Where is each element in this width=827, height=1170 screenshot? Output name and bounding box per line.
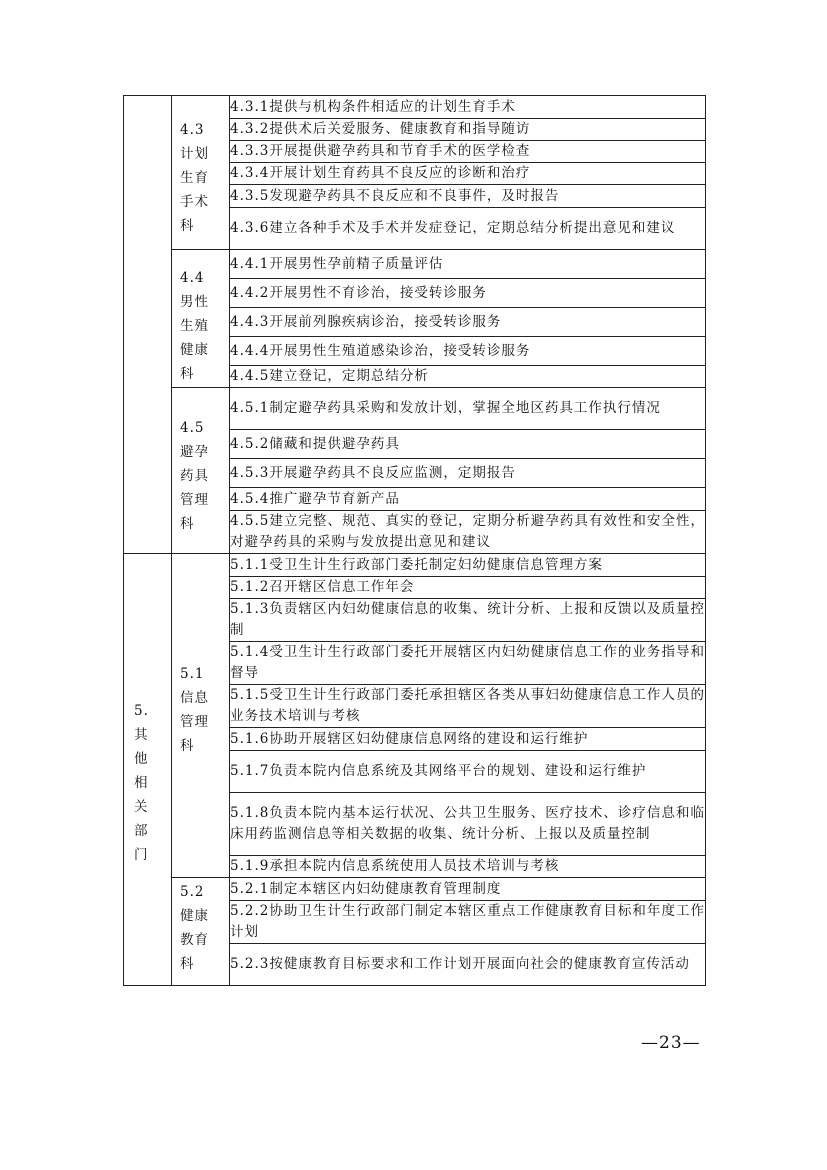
department-label: 5.1信息管理科 bbox=[180, 666, 209, 754]
department-duties-table bbox=[123, 95, 706, 986]
duty-item: 5.1.6协助开展辖区妇幼健康信息网络的建设和运行维护 bbox=[230, 728, 706, 751]
duty-item: 4.4.1开展男性孕前精子质量评估 bbox=[230, 250, 706, 279]
table-row bbox=[124, 554, 706, 577]
department-cell bbox=[172, 96, 230, 250]
department-cell bbox=[172, 554, 230, 878]
department-label: 4.5避孕药具管理科 bbox=[180, 420, 209, 532]
duty-item: 4.5.3开展避孕药具不良反应监测，定期报告 bbox=[230, 459, 706, 488]
department-cell bbox=[172, 250, 230, 388]
department-label: 5.2健康教育科 bbox=[180, 884, 209, 972]
duty-item: 4.5.2储藏和提供避孕药具 bbox=[230, 430, 706, 459]
duty-item: 4.4.5建立登记，定期总结分析 bbox=[230, 366, 706, 388]
duty-item: 4.3.1提供与机构条件相适应的计划生育手术 bbox=[230, 96, 706, 119]
page-number: —23— bbox=[641, 1033, 701, 1053]
department-label: 4.3计划生育手术科 bbox=[180, 122, 209, 234]
duty-item: 4.4.3开展前列腺疾病诊治，接受转诊服务 bbox=[230, 308, 706, 337]
category-cell bbox=[124, 96, 172, 554]
duty-item: 4.5.4推广避孕节育新产品 bbox=[230, 488, 706, 511]
duty-item: 4.5.5建立完整、规范、真实的登记，定期分析避孕药具有效性和安全性，对避孕药具的采购与发放提出意见和建议 bbox=[230, 511, 706, 554]
duty-item: 5.1.5受卫生计生行政部门委托承担辖区各类从事妇幼健康信息工作人员的业务技术培训与考核 bbox=[230, 685, 706, 728]
duty-item: 4.3.2提供术后关爱服务、健康教育和指导随访 bbox=[230, 119, 706, 141]
department-label: 4.4男性生殖健康科 bbox=[180, 270, 209, 382]
duty-item: 4.4.2开展男性不育诊治，接受转诊服务 bbox=[230, 279, 706, 308]
category-label bbox=[124, 96, 152, 100]
duty-item: 4.3.4开展计划生育药具不良反应的诊断和治疗 bbox=[230, 163, 706, 185]
table-row bbox=[124, 250, 706, 279]
duty-item: 4.3.5发现避孕药具不良反应和不良事件，及时报告 bbox=[230, 185, 706, 208]
duty-item: 5.1.9承担本院内信息系统使用人员技术培训与考核 bbox=[230, 856, 706, 878]
duty-item: 4.3.6建立各种手术及手术并发症登记，定期总结分析提出意见和建议 bbox=[230, 208, 706, 250]
duty-item: 5.1.8负责本院内基本运行状况、公共卫生服务、医疗技术、诊疗信息和临床用药监测信息等相关数据的收集、统计分析、上报以及质量控制 bbox=[230, 793, 706, 856]
duty-item: 5.1.1受卫生计生行政部门委托制定妇幼健康信息管理方案 bbox=[230, 554, 706, 577]
duty-item: 5.2.1制定本辖区内妇幼健康教育管理制度 bbox=[230, 878, 706, 901]
duty-item: 5.2.3按健康教育目标要求和工作计划开展面向社会的健康教育宣传活动 bbox=[230, 944, 706, 986]
duty-item: 5.1.3负责辖区内妇幼健康信息的收集、统计分析、上报和反馈以及质量控制 bbox=[230, 599, 706, 642]
table-row bbox=[124, 96, 706, 119]
duty-item: 5.1.7负责本院内信息系统及其网络平台的规划、建设和运行维护 bbox=[230, 751, 706, 793]
category-label: 5.其他相关部门 bbox=[134, 703, 149, 863]
department-cell bbox=[172, 388, 230, 554]
duty-item: 5.2.2协助卫生计生行政部门制定本辖区重点工作健康教育目标和年度工作计划 bbox=[230, 901, 706, 944]
duty-item: 4.5.1制定避孕药具采购和发放计划，掌握全地区药具工作执行情况 bbox=[230, 388, 706, 430]
category-cell bbox=[124, 554, 172, 986]
duty-item: 5.1.2召开辖区信息工作年会 bbox=[230, 577, 706, 599]
table-row bbox=[124, 388, 706, 430]
duty-item: 5.1.4受卫生计生行政部门委托开展辖区内妇幼健康信息工作的业务指导和督导 bbox=[230, 642, 706, 685]
department-cell bbox=[172, 878, 230, 986]
duty-item: 4.4.4开展男性生殖道感染诊治，接受转诊服务 bbox=[230, 337, 706, 366]
duty-item: 4.3.3开展提供避孕药具和节育手术的医学检查 bbox=[230, 141, 706, 163]
table-row bbox=[124, 878, 706, 901]
